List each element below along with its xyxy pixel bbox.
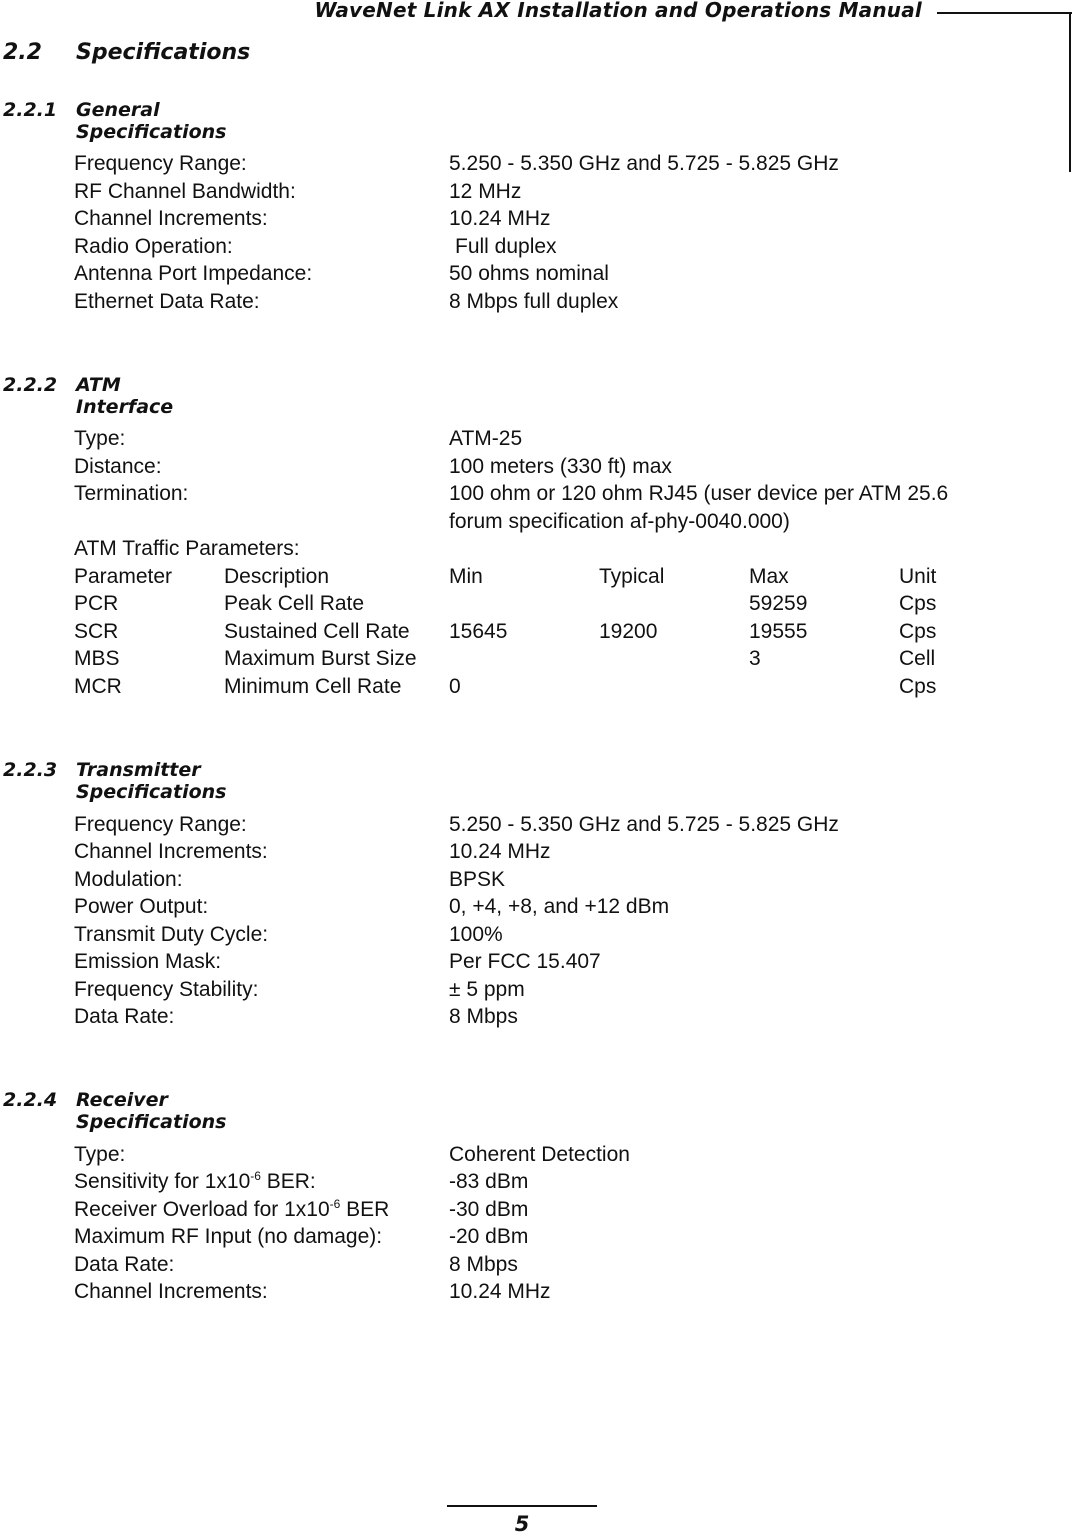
table-cell: Sustained Cell Rate: [224, 620, 410, 643]
spec-value: ATM-25: [449, 427, 523, 450]
page-number: 5: [514, 1512, 530, 1536]
spec-value: 50 ohms nominal: [449, 262, 609, 285]
spec-value: 100%: [449, 923, 503, 946]
subsection-number: 2.2.4: [3, 1089, 58, 1111]
subsection-number: 2.2.3: [3, 759, 58, 781]
table-cell: MBS: [74, 647, 120, 670]
subsection-number: 2.2.1: [3, 99, 58, 121]
spec-label: Type:: [74, 427, 126, 450]
spec-label: Type:: [74, 1143, 126, 1166]
spec-value: Full duplex: [455, 235, 557, 258]
table-cell: Minimum Cell Rate: [224, 675, 402, 698]
spec-label: Data Rate:: [74, 1253, 175, 1276]
table-cell: 0: [449, 675, 461, 698]
table-cell: 19200: [599, 620, 658, 643]
spec-value: 8 Mbps: [449, 1253, 518, 1276]
spec-value: 10.24 MHz: [449, 1280, 551, 1303]
spec-label: Frequency Range:: [74, 813, 247, 836]
spec-value: 10.24 MHz: [449, 207, 551, 230]
spec-label: Ethernet Data Rate:: [74, 290, 260, 313]
subsection-title: General Specifications: [76, 99, 227, 143]
spec-label: Frequency Stability:: [74, 978, 259, 1001]
spec-value: 8 Mbps: [449, 1005, 518, 1028]
spec-value: forum specification af-phy-0040.000): [449, 510, 790, 533]
document-header-title: WaveNet Link AX Installation and Operations Manual: [314, 0, 922, 22]
spec-label: Sensitivity for $1x10^{-6}$ BER:: [74, 1169, 316, 1193]
spec-label: Distance:: [74, 455, 162, 478]
table-cell: PCR: [74, 592, 119, 615]
spec-value: BPSK: [449, 868, 506, 891]
spec-label: Modulation:: [74, 868, 183, 891]
spec-value: 12 MHz: [449, 180, 522, 203]
atm-traffic-label: ATM Traffic Parameters:: [74, 537, 300, 560]
spec-label: Emission Mask:: [74, 950, 222, 973]
subsection-title: Receiver Specifications: [76, 1089, 227, 1133]
spec-label: Radio Operation:: [74, 235, 233, 258]
section-title: Specifications: [76, 40, 251, 65]
spec-value: Per FCC 15.407: [449, 950, 601, 973]
spec-label: Channel Increments:: [74, 840, 268, 863]
spec-label: Power Output:: [74, 895, 209, 918]
section-heading: [3, 40, 251, 66]
table-cell: Cps: [899, 592, 937, 615]
receiver-specs-heading: [3, 1089, 227, 1133]
section-number: 2.2: [3, 40, 42, 65]
spec-label: RF Channel Bandwidth:: [74, 180, 296, 203]
table-cell: 59259: [749, 592, 808, 615]
spec-label: Channel Increments:: [74, 1280, 268, 1303]
spec-value: -30 dBm: [449, 1198, 529, 1221]
column-header: Parameter: [74, 565, 173, 588]
transmitter-specs-heading: [3, 759, 227, 803]
table-cell: Cps: [899, 620, 937, 643]
table-cell: MCR: [74, 675, 122, 698]
table-cell: Peak Cell Rate: [224, 592, 365, 615]
table-cell: 3: [749, 647, 761, 670]
column-header: Max: [749, 565, 789, 588]
column-header: Min: [449, 565, 483, 588]
subsection-title: Transmitter Specifications: [76, 759, 227, 803]
spec-label: Data Rate:: [74, 1005, 175, 1028]
spec-value: 0, +4, +8, and +12 dBm: [449, 895, 670, 918]
table-cell: Maximum Burst Size: [224, 647, 417, 670]
table-cell: 15645: [449, 620, 508, 643]
spec-label: Receiver Overload for $1x10^{-6}$ BER: [74, 1197, 390, 1221]
spec-value: 5.250 - 5.350 GHz and 5.725 - 5.825 GHz: [449, 152, 839, 175]
spec-value: 5.250 - 5.350 GHz and 5.725 - 5.825 GHz: [449, 813, 839, 836]
table-cell: Cps: [899, 675, 937, 698]
spec-value: Coherent Detection: [449, 1143, 630, 1166]
spec-label: Transmit Duty Cycle:: [74, 923, 269, 946]
spec-value: 10.24 MHz: [449, 840, 551, 863]
atm-interface-heading: [3, 374, 174, 418]
spec-label: Maximum RF Input (no damage):: [74, 1225, 383, 1248]
spec-value: ± 5 ppm: [449, 978, 525, 1001]
subsection-title: ATM Interface: [76, 374, 174, 418]
spec-label: Termination:: [74, 482, 189, 505]
general-specs-heading: [3, 99, 227, 143]
spec-value: 8 Mbps full duplex: [449, 290, 619, 313]
column-header: Unit: [899, 565, 937, 588]
header-rule-horizontal: [937, 12, 1072, 14]
column-header: Description: [224, 565, 330, 588]
column-header: Typical: [599, 565, 665, 588]
spec-value: 100 ohm or 120 ohm RJ45 (user device per ATM 25.6: [449, 482, 949, 505]
table-cell: 19555: [749, 620, 808, 643]
header-rule-vertical: [1069, 12, 1071, 172]
spec-value: -20 dBm: [449, 1225, 529, 1248]
table-cell: SCR: [74, 620, 119, 643]
subsection-number: 2.2.2: [3, 374, 58, 396]
spec-label: Channel Increments:: [74, 207, 268, 230]
spec-label: Antenna Port Impedance:: [74, 262, 313, 285]
table-cell: Cell: [899, 647, 936, 670]
spec-label: Frequency Range:: [74, 152, 247, 175]
spec-value: -83 dBm: [449, 1170, 529, 1193]
spec-value: 100 meters (330 ft) max: [449, 455, 672, 478]
footer-rule: [447, 1505, 597, 1507]
